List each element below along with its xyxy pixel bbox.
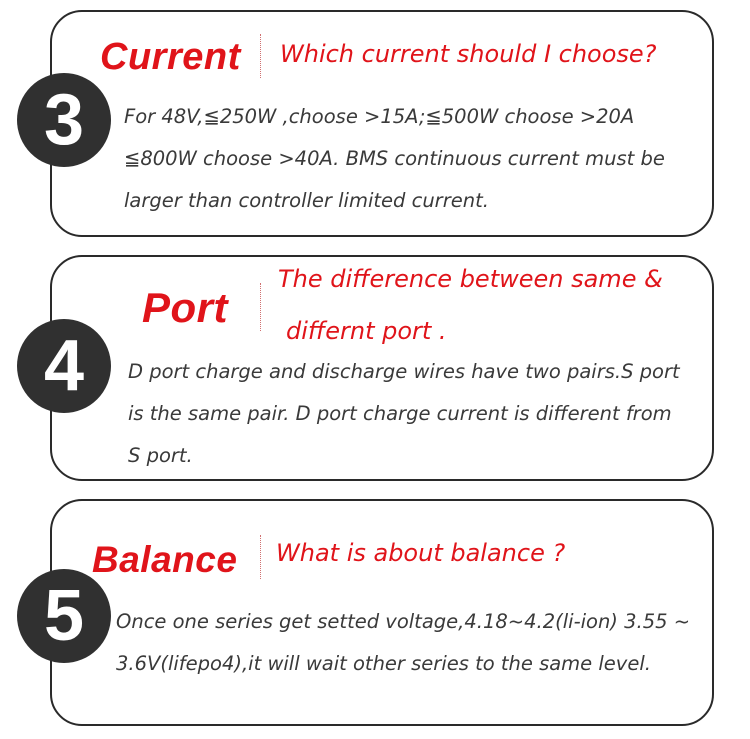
section-title-port: Port xyxy=(142,284,228,331)
section-card-current xyxy=(50,10,714,237)
body-line: For 48V,≦250W ,choose >15A;≦500W choose >20A xyxy=(124,105,635,128)
section-body-port xyxy=(128,351,680,477)
body-line: is the same pair. D port charge current is different from xyxy=(128,402,672,425)
body-line: D port charge and discharge wires have two pairs.S port xyxy=(128,360,680,383)
title-divider xyxy=(260,283,261,331)
section-body-balance xyxy=(116,601,690,685)
step-number-badge-5: 5 xyxy=(17,569,111,663)
section-body-current xyxy=(124,96,665,222)
body-line: Once one series get setted voltage,4.18~4.2(li-ion) 3.55 ~ xyxy=(116,610,691,633)
section-title-current: Current xyxy=(100,36,241,78)
section-card-port xyxy=(50,255,714,481)
title-divider xyxy=(260,535,261,579)
section-question-port-line-1: The difference between same & xyxy=(278,265,663,293)
step-number-badge-4: 4 xyxy=(17,319,111,413)
section-question-port-line-2: differnt port . xyxy=(286,317,447,345)
title-divider xyxy=(260,34,261,78)
body-line: 3.6V(lifepo4),it will wait other series to the same level. xyxy=(116,652,651,675)
step-number-badge-3: 3 xyxy=(17,73,111,167)
section-title-balance: Balance xyxy=(92,539,238,580)
body-line: ≦800W choose >40A. BMS continuous current must be xyxy=(124,147,665,170)
section-card-balance xyxy=(50,499,714,726)
body-line: S port. xyxy=(128,444,193,467)
section-question-current: Which current should I choose? xyxy=(280,40,657,68)
body-line: larger than controller limited current. xyxy=(124,189,489,212)
section-question-balance: What is about balance ? xyxy=(276,539,566,567)
